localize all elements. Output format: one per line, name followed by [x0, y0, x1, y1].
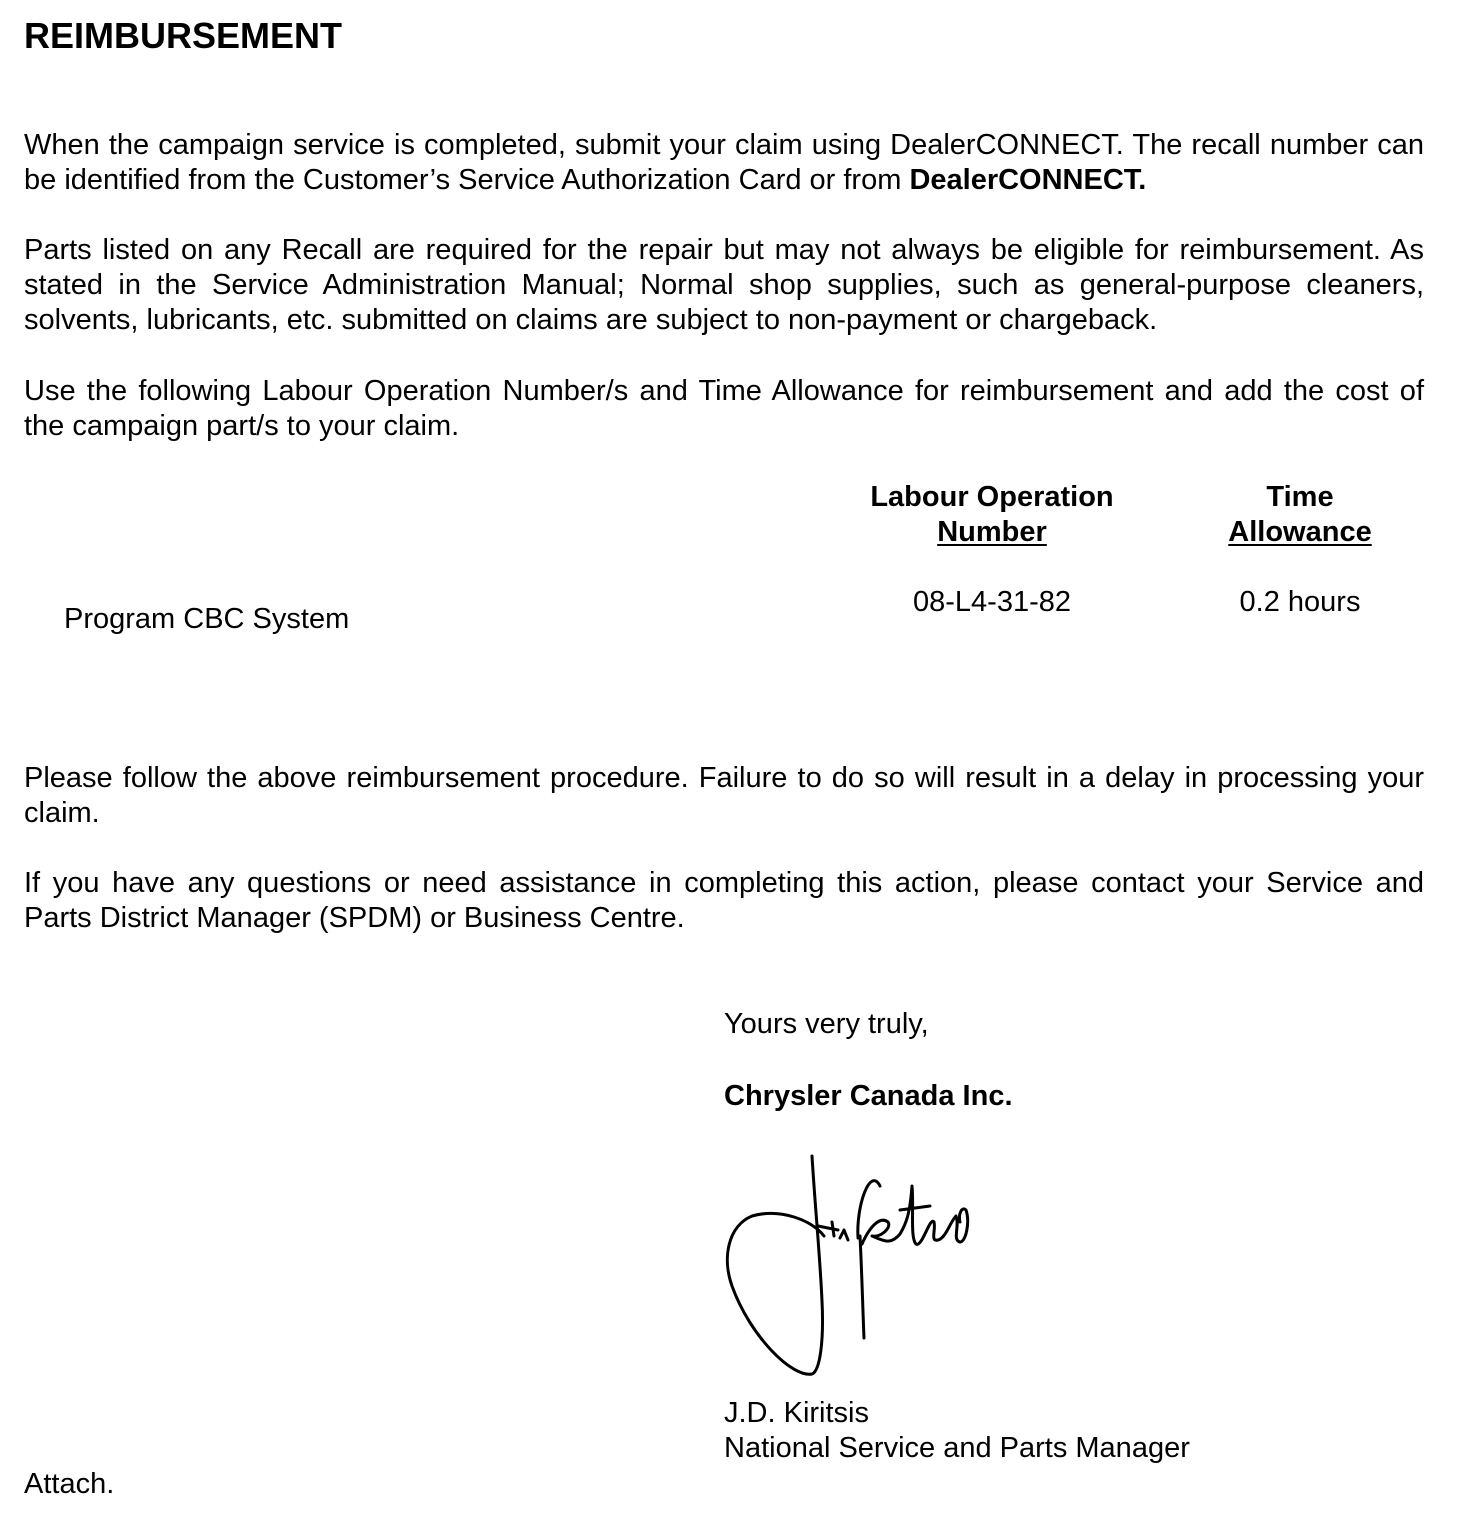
paragraph-submit-claim: [24, 128, 1424, 198]
table-row-description: Program CBC System: [64, 603, 350, 635]
labour-op-header: [842, 480, 1142, 550]
table-row-time: 0.2 hours: [1239, 586, 1361, 618]
company-name: Chrysler Canada Inc.: [724, 1080, 1013, 1112]
signatory-title: National Service and Parts Manager: [724, 1432, 1190, 1464]
time-allowance-header-line2: Allowance: [1228, 516, 1372, 548]
time-allowance-header: [1180, 480, 1420, 550]
paragraph-follow-procedure: Please follow the above reimbursement procedure. Failure to do so will result in a delay in processing your claim.: [24, 762, 1424, 829]
labour-op-header-line2: Number: [937, 516, 1047, 548]
page-title: REIMBURSEMENT: [24, 15, 343, 56]
paragraph-parts-eligibility: Parts listed on any Recall are required for the repair but may not always be eligible for reimbursement. As stated in the Service Administration Manual; Normal shop supplies, such as general-purpose cleaners, solvents, lubricants, etc. submitted on claims are subject to non-payment or chargeback.: [24, 234, 1424, 336]
labour-op-header-line1: Labour Operation: [870, 481, 1114, 513]
attach-note: Attach.: [24, 1468, 115, 1500]
closing-salutation: Yours very truly,: [724, 1008, 929, 1040]
paragraph-submit-claim-text: When the campaign service is completed, submit your claim using DealerCONNECT. The recall number can be identified from the Customer’s Service Authorization Card or from: [24, 129, 1424, 196]
signature-image: [720, 1126, 980, 1376]
time-allowance-header-line1: Time: [1266, 481, 1334, 513]
dealerconnect-bold-text: DealerCONNECT.: [909, 164, 1147, 196]
paragraph-labour-operation: Use the following Labour Operation Number/s and Time Allowance for reimbursement and add the cost of the campaign part/s to your claim.: [24, 375, 1424, 442]
paragraph-contact: If you have any questions or need assistance in completing this action, please contact your Service and Parts District Manager (SPDM) or Business Centre.: [24, 867, 1424, 934]
table-row-labour-op: 08-L4-31-82: [913, 586, 1071, 618]
signatory-name: J.D. Kiritsis: [724, 1397, 869, 1429]
